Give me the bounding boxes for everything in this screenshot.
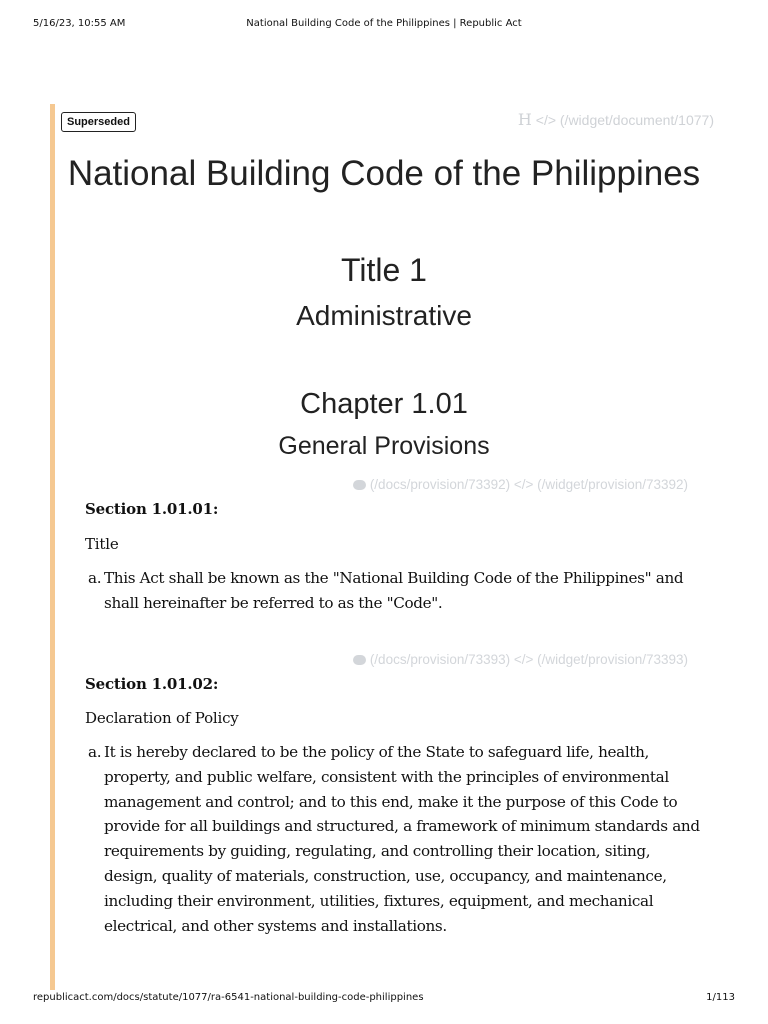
print-page-number: 1/113: [706, 992, 735, 1003]
title-name: Administrative: [296, 300, 472, 331]
section-title: Declaration of Policy: [85, 709, 239, 727]
list-item: [88, 740, 700, 938]
status-badge: Superseded: [61, 112, 136, 132]
list-item-text: It is hereby declared to be the policy of the State to safeguard life, health, property, and public welfare, consistent with the principles of environmental management and control; and to this end, make it the purpose of this Code to provide for all buildings and structured, a framework of minimum standards and requirements by guiding, regulating, and controlling their location, siting, design, quality of materials, construction, use, occupancy, and maintenance, including their environment, utilities, fixtures, equipment, and mechanical electrical, and other systems and installations.: [104, 743, 700, 935]
status-accent-bar: [50, 104, 55, 990]
list-item: [88, 566, 700, 616]
document-widget-link[interactable]: [518, 110, 714, 129]
chat-bubble-icon: [353, 480, 366, 490]
chapter-number: Chapter 1.01: [300, 388, 468, 420]
print-footer: [0, 992, 768, 1006]
section-title: Title: [85, 535, 119, 553]
provision-links[interactable]: [353, 477, 688, 492]
title-number: Title 1: [341, 252, 427, 288]
section-label: Section 1.01.01:: [85, 500, 219, 518]
chat-bubble-icon: [353, 655, 366, 665]
print-url: republicact.com/docs/statute/1077/ra-6541-national-building-code-philippines: [33, 992, 424, 1003]
h-icon: H: [517, 110, 532, 129]
print-page-title: National Building Code of the Philippines | Republic Act: [246, 18, 522, 29]
chapter-name: General Provisions: [278, 432, 490, 460]
print-datetime: 5/16/23, 10:55 AM: [33, 18, 126, 29]
list-item-text: This Act shall be known as the "National Building Code of the Philippines" and shall hereinafter be referred to as the "Code".: [104, 569, 684, 612]
provision-links-text[interactable]: (/docs/provision/73392) </> (/widget/provision/73392): [369, 477, 688, 492]
section-label: Section 1.01.02:: [85, 675, 219, 693]
list-marker: a.: [88, 743, 102, 761]
document-title: National Building Code of the Philippines: [67, 154, 701, 193]
provision-links[interactable]: [353, 652, 688, 667]
print-header: [0, 18, 768, 32]
widget-link-text[interactable]: </> (/widget/document/1077): [535, 112, 714, 128]
list-marker: a.: [88, 569, 102, 587]
provision-links-text[interactable]: (/docs/provision/73393) </> (/widget/provision/73393): [369, 652, 688, 667]
